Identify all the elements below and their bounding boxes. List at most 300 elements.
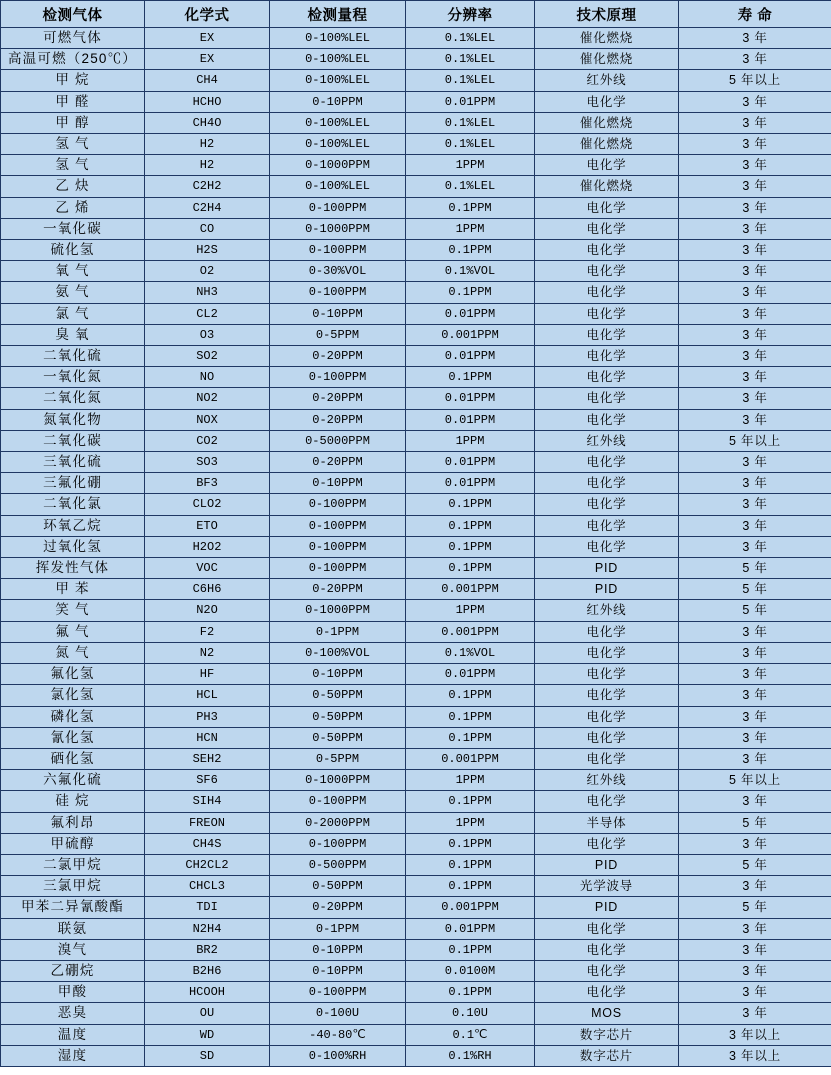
table-row (1, 240, 831, 261)
cell-detection-range: 0-2000PPM (270, 812, 406, 833)
table-row (1, 536, 831, 557)
cell-chemical-formula: CO2 (145, 430, 270, 451)
cell-lifetime: 3 年 (679, 727, 831, 748)
cell-tech-principle: MOS (535, 1003, 679, 1024)
table-row (1, 303, 831, 324)
cell-chemical-formula: H2S (145, 240, 270, 261)
cell-chemical-formula: HCOOH (145, 982, 270, 1003)
cell-chemical-formula: CH2CL2 (145, 854, 270, 875)
cell-chemical-formula: NO (145, 367, 270, 388)
cell-resolution: 0.1PPM (406, 536, 535, 557)
table-row (1, 176, 831, 197)
cell-chemical-formula: NOX (145, 409, 270, 430)
cell-lifetime: 5 年 (679, 812, 831, 833)
cell-lifetime: 3 年 (679, 1003, 831, 1024)
cell-chemical-formula: HF (145, 664, 270, 685)
table-row (1, 112, 831, 133)
table-row (1, 1045, 831, 1066)
cell-detection-range: 0-500PPM (270, 854, 406, 875)
header-row (1, 1, 831, 28)
cell-tech-principle: 电化学 (535, 388, 679, 409)
table-body (1, 28, 831, 1067)
cell-gas-name: 氧 气 (1, 261, 145, 282)
cell-lifetime: 3 年 (679, 367, 831, 388)
cell-gas-name: 氢 气 (1, 134, 145, 155)
cell-detection-range: 0-100PPM (270, 833, 406, 854)
cell-lifetime: 3 年 (679, 536, 831, 557)
cell-gas-name: 二氧化氯 (1, 494, 145, 515)
cell-detection-range: 0-100%LEL (270, 176, 406, 197)
cell-tech-principle: 电化学 (535, 791, 679, 812)
cell-lifetime: 3 年 (679, 960, 831, 981)
cell-tech-principle: 电化学 (535, 367, 679, 388)
cell-tech-principle: 电化学 (535, 515, 679, 536)
cell-resolution: 0.1PPM (406, 558, 535, 579)
cell-resolution: 0.01PPM (406, 388, 535, 409)
cell-resolution: 0.1PPM (406, 939, 535, 960)
table-row (1, 367, 831, 388)
cell-detection-range: 0-5PPM (270, 324, 406, 345)
cell-chemical-formula: CHCL3 (145, 876, 270, 897)
cell-chemical-formula: SO2 (145, 346, 270, 367)
cell-chemical-formula: HCL (145, 685, 270, 706)
cell-chemical-formula: NH3 (145, 282, 270, 303)
cell-tech-principle: 催化燃烧 (535, 49, 679, 70)
cell-resolution: 0.1PPM (406, 197, 535, 218)
cell-gas-name: 氮 气 (1, 642, 145, 663)
cell-lifetime: 3 年 (679, 409, 831, 430)
cell-gas-name: 臭 氧 (1, 324, 145, 345)
cell-tech-principle: 催化燃烧 (535, 134, 679, 155)
table-row (1, 452, 831, 473)
cell-detection-range: 0-1000PPM (270, 770, 406, 791)
cell-resolution: 0.001PPM (406, 324, 535, 345)
cell-detection-range: 0-100PPM (270, 367, 406, 388)
cell-detection-range: 0-20PPM (270, 579, 406, 600)
cell-tech-principle: 红外线 (535, 770, 679, 791)
table-row (1, 430, 831, 451)
cell-tech-principle: 电化学 (535, 833, 679, 854)
cell-lifetime: 5 年以上 (679, 70, 831, 91)
cell-chemical-formula: CH4S (145, 833, 270, 854)
cell-detection-range: 0-1000PPM (270, 218, 406, 239)
table-row (1, 770, 831, 791)
cell-tech-principle: 电化学 (535, 324, 679, 345)
cell-tech-principle: 电化学 (535, 494, 679, 515)
cell-tech-principle: 电化学 (535, 642, 679, 663)
cell-gas-name: 硒化氢 (1, 748, 145, 769)
cell-resolution: 0.1PPM (406, 282, 535, 303)
cell-lifetime: 5 年 (679, 558, 831, 579)
table-row (1, 1003, 831, 1024)
cell-lifetime: 5 年 (679, 600, 831, 621)
cell-lifetime: 3 年 (679, 452, 831, 473)
cell-detection-range: 0-50PPM (270, 727, 406, 748)
cell-detection-range: 0-30%VOL (270, 261, 406, 282)
cell-gas-name: 甲 醇 (1, 112, 145, 133)
cell-detection-range: 0-100PPM (270, 791, 406, 812)
cell-detection-range: 0-10PPM (270, 960, 406, 981)
cell-tech-principle: 电化学 (535, 536, 679, 557)
cell-resolution: 0.01PPM (406, 473, 535, 494)
cell-gas-name: 氯 气 (1, 303, 145, 324)
cell-detection-range: 0-100U (270, 1003, 406, 1024)
cell-resolution: 0.001PPM (406, 621, 535, 642)
cell-detection-range: 0-10PPM (270, 664, 406, 685)
cell-detection-range: 0-50PPM (270, 685, 406, 706)
cell-tech-principle: 催化燃烧 (535, 28, 679, 49)
cell-resolution: 0.1PPM (406, 854, 535, 875)
cell-resolution: 1PPM (406, 430, 535, 451)
cell-gas-name: 三氯甲烷 (1, 876, 145, 897)
cell-tech-principle: 电化学 (535, 960, 679, 981)
cell-resolution: 0.01PPM (406, 346, 535, 367)
table-row (1, 515, 831, 536)
cell-tech-principle: 电化学 (535, 218, 679, 239)
cell-gas-name: 湿度 (1, 1045, 145, 1066)
cell-gas-name: 磷化氢 (1, 706, 145, 727)
cell-tech-principle: 电化学 (535, 685, 679, 706)
cell-tech-principle: 电化学 (535, 409, 679, 430)
cell-detection-range: 0-100%LEL (270, 112, 406, 133)
cell-detection-range: 0-10PPM (270, 303, 406, 324)
cell-gas-name: 环氧乙烷 (1, 515, 145, 536)
cell-resolution: 0.001PPM (406, 897, 535, 918)
cell-resolution: 0.1%LEL (406, 134, 535, 155)
cell-resolution: 0.1%LEL (406, 49, 535, 70)
cell-lifetime: 3 年 (679, 155, 831, 176)
cell-lifetime: 3 年 (679, 261, 831, 282)
table-row (1, 388, 831, 409)
column-header-gas: 检测气体 (1, 1, 145, 28)
cell-resolution: 1PPM (406, 218, 535, 239)
table-row (1, 134, 831, 155)
cell-gas-name: 高温可燃（250℃） (1, 49, 145, 70)
cell-detection-range: -40-80℃ (270, 1024, 406, 1045)
cell-lifetime: 3 年 (679, 112, 831, 133)
cell-lifetime: 3 年 (679, 706, 831, 727)
table-row (1, 833, 831, 854)
cell-chemical-formula: N2H4 (145, 918, 270, 939)
table-row (1, 261, 831, 282)
cell-chemical-formula: H2 (145, 155, 270, 176)
cell-detection-range: 0-1000PPM (270, 600, 406, 621)
cell-resolution: 0.1%VOL (406, 261, 535, 282)
cell-lifetime: 5 年 (679, 897, 831, 918)
cell-tech-principle: 红外线 (535, 430, 679, 451)
cell-lifetime: 3 年 (679, 28, 831, 49)
table-row (1, 600, 831, 621)
cell-gas-name: 可燃气体 (1, 28, 145, 49)
cell-chemical-formula: SEH2 (145, 748, 270, 769)
cell-lifetime: 5 年以上 (679, 770, 831, 791)
cell-resolution: 0.1%LEL (406, 70, 535, 91)
table-row (1, 1024, 831, 1045)
cell-gas-name: 二氧化硫 (1, 346, 145, 367)
cell-chemical-formula: CL2 (145, 303, 270, 324)
cell-detection-range: 0-1PPM (270, 918, 406, 939)
cell-chemical-formula: HCHO (145, 91, 270, 112)
cell-detection-range: 0-10PPM (270, 939, 406, 960)
cell-lifetime: 3 年 (679, 218, 831, 239)
cell-tech-principle: PID (535, 579, 679, 600)
cell-lifetime: 3 年 (679, 515, 831, 536)
cell-chemical-formula: BR2 (145, 939, 270, 960)
cell-gas-name: 氟化氢 (1, 664, 145, 685)
cell-chemical-formula: BF3 (145, 473, 270, 494)
cell-tech-principle: 电化学 (535, 706, 679, 727)
cell-lifetime: 3 年 (679, 791, 831, 812)
cell-gas-name: 甲酸 (1, 982, 145, 1003)
cell-resolution: 0.001PPM (406, 748, 535, 769)
cell-detection-range: 0-100%LEL (270, 28, 406, 49)
cell-tech-principle: 光学波导 (535, 876, 679, 897)
cell-tech-principle: 电化学 (535, 452, 679, 473)
cell-tech-principle: 电化学 (535, 982, 679, 1003)
cell-detection-range: 0-100PPM (270, 536, 406, 557)
table-row (1, 409, 831, 430)
cell-lifetime: 3 年 (679, 176, 831, 197)
cell-lifetime: 3 年 (679, 473, 831, 494)
table-row (1, 685, 831, 706)
column-header-range: 检测量程 (270, 1, 406, 28)
cell-chemical-formula: C6H6 (145, 579, 270, 600)
cell-chemical-formula: FREON (145, 812, 270, 833)
cell-resolution: 0.1PPM (406, 833, 535, 854)
cell-tech-principle: PID (535, 558, 679, 579)
table-row (1, 854, 831, 875)
cell-detection-range: 0-100PPM (270, 282, 406, 303)
cell-tech-principle: 电化学 (535, 261, 679, 282)
cell-tech-principle: 半导体 (535, 812, 679, 833)
cell-lifetime: 3 年 (679, 91, 831, 112)
cell-gas-name: 挥发性气体 (1, 558, 145, 579)
cell-detection-range: 0-100PPM (270, 515, 406, 536)
cell-tech-principle: 电化学 (535, 155, 679, 176)
cell-chemical-formula: SO3 (145, 452, 270, 473)
table-row (1, 49, 831, 70)
cell-chemical-formula: O3 (145, 324, 270, 345)
column-header-principle: 技术原理 (535, 1, 679, 28)
table-row (1, 28, 831, 49)
cell-resolution: 0.1PPM (406, 685, 535, 706)
table-row (1, 876, 831, 897)
cell-lifetime: 3 年 (679, 918, 831, 939)
table-row (1, 494, 831, 515)
cell-gas-name: 甲苯二异氰酸酯 (1, 897, 145, 918)
table-row (1, 791, 831, 812)
cell-detection-range: 0-20PPM (270, 388, 406, 409)
cell-detection-range: 0-20PPM (270, 409, 406, 430)
cell-resolution: 0.01PPM (406, 664, 535, 685)
table-row (1, 197, 831, 218)
table-row (1, 473, 831, 494)
cell-lifetime: 3 年 (679, 685, 831, 706)
cell-lifetime: 3 年 (679, 49, 831, 70)
cell-tech-principle: PID (535, 897, 679, 918)
cell-chemical-formula: C2H4 (145, 197, 270, 218)
column-header-resolution: 分辨率 (406, 1, 535, 28)
cell-tech-principle: 电化学 (535, 303, 679, 324)
cell-resolution: 0.1PPM (406, 367, 535, 388)
cell-detection-range: 0-100%LEL (270, 134, 406, 155)
cell-chemical-formula: HCN (145, 727, 270, 748)
cell-resolution: 0.1PPM (406, 727, 535, 748)
cell-detection-range: 0-20PPM (270, 897, 406, 918)
cell-detection-range: 0-100PPM (270, 240, 406, 261)
cell-chemical-formula: H2O2 (145, 536, 270, 557)
cell-gas-name: 二氧化碳 (1, 430, 145, 451)
cell-resolution: 0.1%LEL (406, 176, 535, 197)
cell-gas-name: 氨 气 (1, 282, 145, 303)
cell-resolution: 1PPM (406, 155, 535, 176)
cell-chemical-formula: TDI (145, 897, 270, 918)
cell-lifetime: 5 年 (679, 854, 831, 875)
cell-lifetime: 5 年以上 (679, 430, 831, 451)
cell-detection-range: 0-100%LEL (270, 49, 406, 70)
cell-tech-principle: 电化学 (535, 346, 679, 367)
table-row (1, 218, 831, 239)
cell-lifetime: 3 年 (679, 240, 831, 261)
cell-resolution: 0.1PPM (406, 791, 535, 812)
cell-tech-principle: 电化学 (535, 91, 679, 112)
cell-detection-range: 0-100PPM (270, 558, 406, 579)
cell-gas-name: 甲 醛 (1, 91, 145, 112)
cell-tech-principle: 电化学 (535, 282, 679, 303)
cell-tech-principle: 数字芯片 (535, 1045, 679, 1066)
cell-gas-name: 三氧化硫 (1, 452, 145, 473)
cell-tech-principle: 电化学 (535, 473, 679, 494)
cell-chemical-formula: CH4O (145, 112, 270, 133)
cell-lifetime: 3 年 (679, 621, 831, 642)
cell-lifetime: 3 年 (679, 303, 831, 324)
cell-chemical-formula: C2H2 (145, 176, 270, 197)
cell-resolution: 0.1PPM (406, 494, 535, 515)
cell-chemical-formula: H2 (145, 134, 270, 155)
cell-gas-name: 三氟化硼 (1, 473, 145, 494)
cell-detection-range: 0-50PPM (270, 876, 406, 897)
cell-detection-range: 0-100%RH (270, 1045, 406, 1066)
cell-chemical-formula: N2O (145, 600, 270, 621)
cell-gas-name: 氰化氢 (1, 727, 145, 748)
cell-tech-principle: 电化学 (535, 727, 679, 748)
cell-chemical-formula: CH4 (145, 70, 270, 91)
table-row (1, 346, 831, 367)
table-row (1, 982, 831, 1003)
cell-chemical-formula: OU (145, 1003, 270, 1024)
cell-detection-range: 0-10PPM (270, 91, 406, 112)
cell-gas-name: 氟 气 (1, 621, 145, 642)
table-row (1, 642, 831, 663)
table-row (1, 282, 831, 303)
cell-chemical-formula: O2 (145, 261, 270, 282)
cell-tech-principle: 红外线 (535, 600, 679, 621)
cell-tech-principle: 催化燃烧 (535, 112, 679, 133)
cell-gas-name: 笑 气 (1, 600, 145, 621)
cell-lifetime: 3 年 (679, 134, 831, 155)
cell-gas-name: 氟利昂 (1, 812, 145, 833)
cell-chemical-formula: WD (145, 1024, 270, 1045)
cell-resolution: 0.1%VOL (406, 642, 535, 663)
cell-tech-principle: 数字芯片 (535, 1024, 679, 1045)
cell-gas-name: 硅 烷 (1, 791, 145, 812)
cell-tech-principle: 电化学 (535, 621, 679, 642)
cell-chemical-formula: NO2 (145, 388, 270, 409)
cell-chemical-formula: CO (145, 218, 270, 239)
table-row (1, 558, 831, 579)
column-header-lifetime: 寿 命 (679, 1, 831, 28)
table-row (1, 960, 831, 981)
cell-detection-range: 0-1000PPM (270, 155, 406, 176)
cell-tech-principle: PID (535, 854, 679, 875)
cell-gas-name: 恶臭 (1, 1003, 145, 1024)
cell-lifetime: 3 年 (679, 324, 831, 345)
cell-lifetime: 3 年以上 (679, 1024, 831, 1045)
cell-detection-range: 0-5000PPM (270, 430, 406, 451)
cell-gas-name: 温度 (1, 1024, 145, 1045)
cell-gas-name: 六氟化硫 (1, 770, 145, 791)
table-row (1, 939, 831, 960)
cell-lifetime: 3 年 (679, 388, 831, 409)
cell-resolution: 0.001PPM (406, 579, 535, 600)
cell-gas-name: 甲硫醇 (1, 833, 145, 854)
cell-resolution: 0.1℃ (406, 1024, 535, 1045)
table-row (1, 727, 831, 748)
cell-lifetime: 3 年 (679, 982, 831, 1003)
cell-detection-range: 0-100%LEL (270, 70, 406, 91)
cell-gas-name: 一氧化碳 (1, 218, 145, 239)
cell-resolution: 0.1%RH (406, 1045, 535, 1066)
table-row (1, 918, 831, 939)
cell-lifetime: 3 年 (679, 664, 831, 685)
cell-gas-name: 氮氧化物 (1, 409, 145, 430)
table-row (1, 91, 831, 112)
cell-gas-name: 乙硼烷 (1, 960, 145, 981)
table-row (1, 70, 831, 91)
cell-chemical-formula: EX (145, 28, 270, 49)
cell-resolution: 0.1%LEL (406, 28, 535, 49)
cell-tech-principle: 催化燃烧 (535, 176, 679, 197)
cell-resolution: 0.1%LEL (406, 112, 535, 133)
cell-lifetime: 3 年 (679, 939, 831, 960)
table-row (1, 897, 831, 918)
cell-resolution: 0.01PPM (406, 918, 535, 939)
cell-lifetime: 3 年 (679, 197, 831, 218)
cell-gas-name: 甲 烷 (1, 70, 145, 91)
cell-lifetime: 3 年 (679, 494, 831, 515)
cell-chemical-formula: EX (145, 49, 270, 70)
cell-chemical-formula: SIH4 (145, 791, 270, 812)
cell-resolution: 1PPM (406, 600, 535, 621)
cell-gas-name: 二氯甲烷 (1, 854, 145, 875)
cell-resolution: 0.1PPM (406, 240, 535, 261)
cell-resolution: 0.01PPM (406, 409, 535, 430)
cell-resolution: 0.01PPM (406, 303, 535, 324)
cell-tech-principle: 电化学 (535, 240, 679, 261)
table-row (1, 812, 831, 833)
table-row (1, 621, 831, 642)
table-row (1, 579, 831, 600)
cell-gas-name: 一氧化氮 (1, 367, 145, 388)
table-row (1, 748, 831, 769)
cell-detection-range: 0-50PPM (270, 706, 406, 727)
cell-lifetime: 3 年以上 (679, 1045, 831, 1066)
cell-gas-name: 二氧化氮 (1, 388, 145, 409)
cell-detection-range: 0-20PPM (270, 346, 406, 367)
cell-detection-range: 0-5PPM (270, 748, 406, 769)
cell-gas-name: 硫化氢 (1, 240, 145, 261)
cell-chemical-formula: N2 (145, 642, 270, 663)
